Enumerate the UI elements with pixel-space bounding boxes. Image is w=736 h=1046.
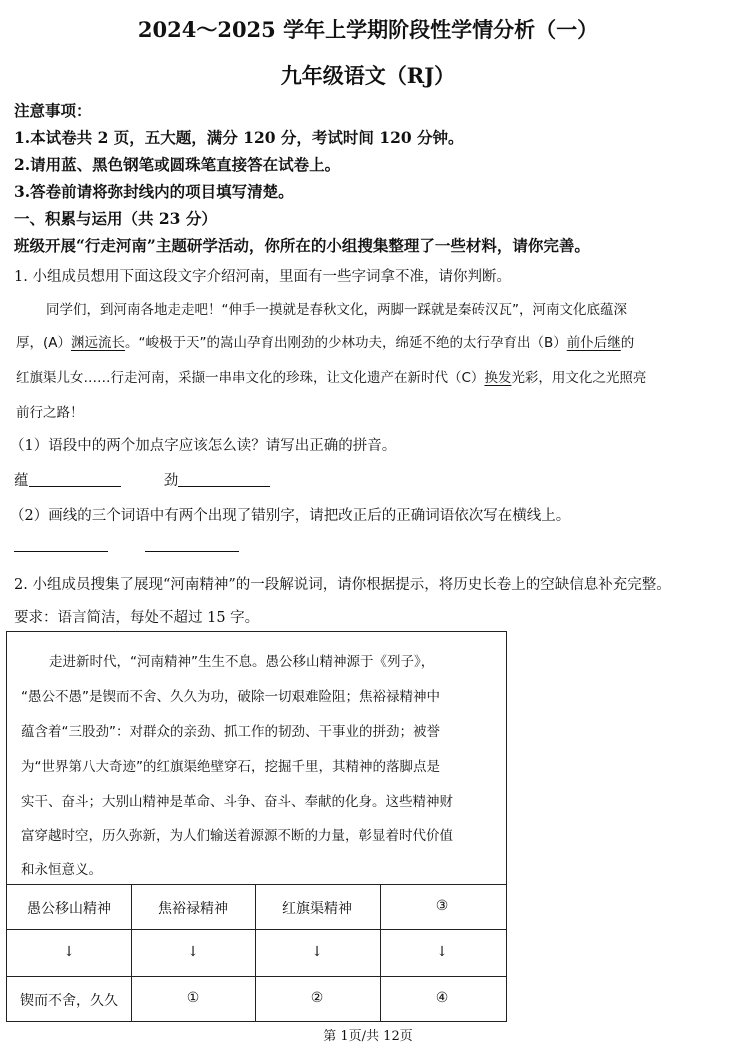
notice-heading: 注意事项： (14, 101, 92, 120)
table-cell-blank-4[interactable]: ④ (435, 990, 449, 1006)
table-cell-blank-1[interactable]: ① (186, 990, 200, 1006)
table-cell: 愚公移山精神 (27, 901, 111, 917)
question-1-sub-1: （1）语段中的两个加点字应该怎么读？请写出正确的拼音。 (10, 438, 397, 454)
passage-text: 红旗渠儿女……行走河南，采撷一串串文化的珍珠，让文化遗产在新时代（C） (16, 370, 485, 386)
exam-title: 2024～2025 学年上学期阶段性学情分析（一） (137, 17, 599, 42)
down-arrow-icon: ↓ (187, 944, 199, 960)
commentary-line: 蕴含着“三股劲”：对群众的亲劲、抓工作的韧劲、干事业的拼劲；被誉 (21, 724, 440, 740)
passage-line-1: 同学们，到河南各地走走吧！“伸手一摸就是春秋文化，两脚一踩就是秦砖汉瓦”，河南文化底蕴深 (46, 302, 627, 318)
passage-line-4: 前行之路！ (16, 405, 84, 421)
question-2-stem: 2. 小组成员搜集了展现“河南精神”的一段解说词，请你根据提示，将历史长卷上的空缺信息补充完整。 (14, 577, 671, 593)
table-divider (7, 976, 506, 977)
passage-text: 的 (620, 335, 635, 351)
down-arrow-icon: ↓ (63, 944, 75, 960)
table-cell: 锲而不舍，久久 (20, 993, 118, 1009)
notice-item-1: 1.本试卷共 2 页，五大题，满分 120 分，考试时间 120 分钟。 (14, 128, 464, 147)
char-label-2: 劲 (163, 473, 179, 489)
correction-answer-row (14, 538, 239, 554)
question-1-stem: 1. 小组成员想用下面这段文字介绍河南，里面有一些字词拿不准，请你判断。 (14, 269, 511, 285)
question-1-sub-2: （2）画线的三个词语中有两个出现了错别字，请把改正后的正确词语依次写在横线上。 (10, 508, 571, 524)
exam-subtitle: 九年级语文（RJ） (280, 63, 456, 88)
table-cell-blank-3[interactable]: ③ (435, 898, 449, 914)
section-heading: 一、积累与运用（共 23 分） (14, 209, 217, 228)
table-cell-blank-2[interactable]: ② (310, 990, 324, 1006)
down-arrow-icon: ↓ (311, 944, 323, 960)
commentary-line: 富穿越时空，历久弥新，为人们输送着源源不断的力量，彰显着时代价值 (21, 828, 453, 844)
question-2-requirement: 要求：语言简洁，每处不超过 15 字。 (14, 610, 260, 626)
passage-line-3 (16, 366, 646, 386)
underlined-word-a: 渊远流长 (71, 335, 126, 351)
passage-text: 光彩，用文化之光照亮 (511, 370, 647, 386)
answer-blank-correction-1[interactable] (14, 538, 108, 552)
commentary-line: 和永恒意义。 (21, 862, 102, 878)
table-divider (7, 884, 506, 885)
passage-text: 。“峻极于天”的嵩山孕育出刚劲的少林功夫，绵延不绝的太行孕育出（B） (125, 335, 567, 351)
commentary-box (6, 631, 507, 1022)
underlined-word-c: 换发 (484, 370, 512, 386)
pinyin-answer-row (14, 469, 270, 490)
answer-blank-correction-2[interactable] (145, 538, 239, 552)
table-cell: 焦裕禄精神 (158, 901, 228, 917)
underlined-word-b: 前仆后继 (566, 335, 621, 351)
table-cell: 红旗渠精神 (282, 901, 352, 917)
commentary-line: “愚公不愚”是锲而不舍、久久为功，破除一切艰难险阻；焦裕禄精神中 (21, 689, 440, 705)
char-label-1: 蕴 (14, 473, 29, 489)
section-intro: 班级开展“行走河南”主题研学活动，你所在的小组搜集整理了一些材料，请你完善。 (14, 236, 590, 255)
passage-text: 厚，(A） (16, 335, 72, 351)
down-arrow-icon: ↓ (436, 944, 448, 960)
commentary-line: 走进新时代，“河南精神”生生不息。愚公移山精神源于《列子》， (49, 654, 435, 670)
commentary-line: 实干、奋斗；大别山精神是革命、斗争、奋斗、奉献的化身。这些精神财 (21, 794, 453, 810)
answer-blank-pinyin-2[interactable] (178, 473, 270, 487)
table-divider (7, 929, 506, 930)
answer-blank-pinyin-1[interactable] (29, 473, 121, 487)
notice-item-3: 3.答卷前请将弥封线内的项目填写清楚。 (14, 182, 294, 201)
notice-item-2: 2.请用蓝、黑色钢笔或圆珠笔直接答在试卷上。 (14, 155, 341, 174)
page-number: 第 1页/共 12页 (323, 1029, 413, 1044)
passage-line-2 (16, 331, 634, 351)
commentary-line: 为“世界第八大奇迹”的红旗渠绝壁穿石，挖掘千里，其精神的落脚点是 (21, 759, 440, 775)
